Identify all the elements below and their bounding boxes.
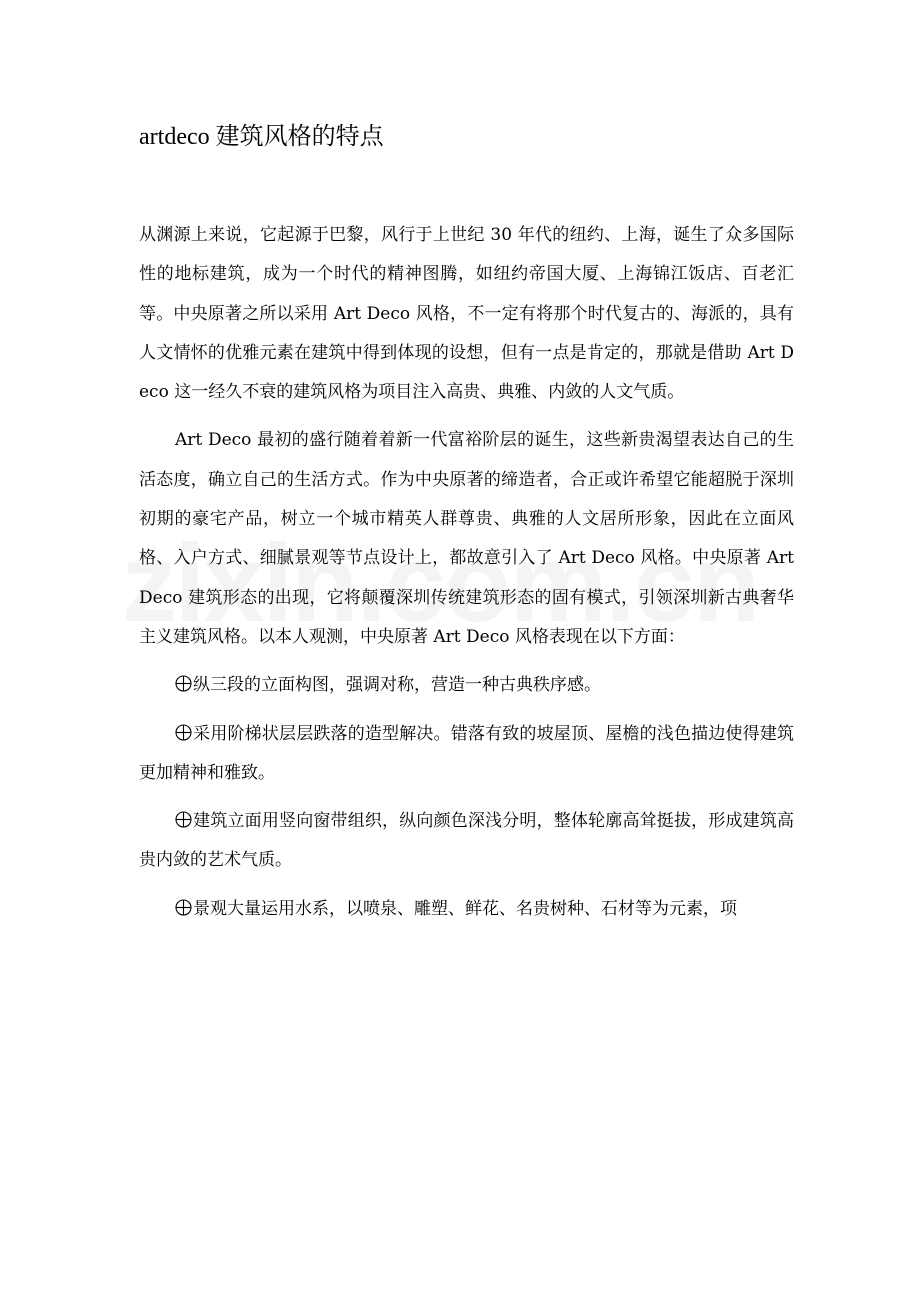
- document-body: [139, 216, 794, 929]
- circle-plus-icon: [175, 811, 192, 828]
- bullet-text: 景观大量运用水系，以喷泉、雕塑、鲜花、名贵树种、石材等为元素，项: [193, 898, 737, 919]
- circle-plus-icon: [175, 675, 192, 692]
- circle-plus-icon: [175, 724, 192, 741]
- bullet-item: [139, 666, 794, 705]
- document-title: artdeco 建筑风格的特点: [139, 124, 384, 150]
- circle-plus-icon: [175, 899, 192, 916]
- bullet-item: [139, 802, 794, 881]
- paragraph-origin: 从渊源上来说，它起源于巴黎，风行于上世纪 30 年代的纽约、上海，诞生了众多国际性的地标建筑，成为一个时代的精神图腾，如纽约帝国大厦、上海锦江饭店、百老汇等。中央原著之所以采用 Art Deco 风格，不一定有将那个时代复古的、海派的，具有人文情怀的优雅元素在建筑中得到体现的设想，但有一点是肯定的，那就是借助 Art Deco 这一经久不衰的建筑风格为项目注入高贵、典雅、内敛的人文气质。: [139, 225, 794, 403]
- bullet-item: [139, 890, 794, 929]
- paragraph-art-deco-rise: Art Deco 最初的盛行随着着新一代富裕阶层的诞生，这些新贵渴望表达自己的生活态度，确立自己的生活方式。作为中央原著的缔造者，合正或许希望它能超脱于深圳初期的豪宅产品，树立一个城市精英人群尊贵、典雅的人文居所形象，因此在立面风格、入户方式、细腻景观等节点设计上，都故意引入了 Art Deco 风格。中央原著 Art Deco 建筑形态的出现，它将颠覆深圳传统建筑形态的固有模式，引领深圳新古典奢华主义建筑风格。以本人观测，中央原著 Art Deco 风格表现在以下方面：: [139, 430, 794, 647]
- bullet-item: [139, 715, 794, 794]
- bullet-text: 建筑立面用竖向窗带组织，纵向颜色深浅分明，整体轮廓高耸挺拔，形成建筑高贵内敛的艺术气质。: [139, 811, 794, 871]
- bullet-text: 采用阶梯状层层跌落的造型解决。错落有致的坡屋顶、屋檐的浅色描边使得建筑更加精神和雅致。: [139, 723, 794, 783]
- bullet-text: 纵三段的立面构图，强调对称，营造一种古典秩序感。: [193, 675, 601, 696]
